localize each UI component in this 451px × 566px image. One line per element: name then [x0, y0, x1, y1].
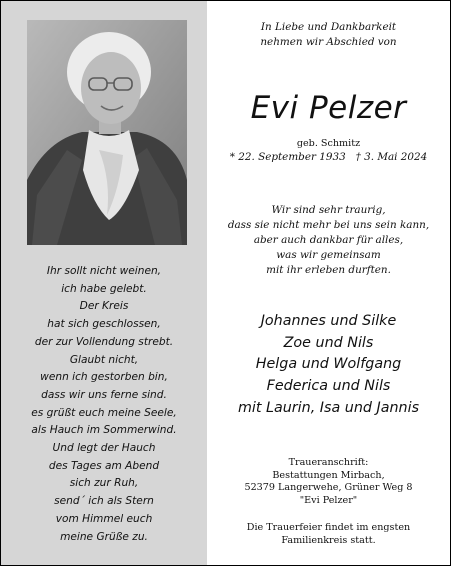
poem-line: send´ ich als Stern: [54, 495, 154, 508]
ceremony-line: Familienkreis statt.: [281, 535, 376, 546]
death-date: † 3. Mai 2024: [355, 151, 428, 163]
poem-line: als Hauch im Sommerwind.: [31, 424, 177, 437]
poem-line: meine Grüße zu.: [60, 530, 148, 543]
address-line: Bestattungen Mirbach,: [272, 469, 385, 481]
poem: [1, 263, 207, 546]
left-panel: [1, 1, 207, 565]
life-dates: [207, 150, 450, 165]
family-line: Johannes und Silke: [260, 313, 397, 329]
poem-line: vom Himmel euch: [55, 512, 153, 525]
mourning-address: [207, 457, 450, 507]
poem-line: Ihr sollt nicht weinen,: [46, 265, 162, 277]
address-line: "Evi Pelzer": [299, 494, 358, 506]
deceased-name: Evi Pelzer: [250, 90, 407, 126]
right-panel: [207, 1, 450, 565]
address-line: 52379 Langerwehe, Grüner Weg 8: [244, 482, 413, 494]
family-line: Helga und Wolfgang: [255, 356, 402, 373]
ceremony-note: [207, 521, 450, 547]
verse-line: Wir sind sehr traurig,: [271, 204, 386, 216]
poem-line: dass wir uns ferne sind.: [41, 388, 167, 401]
address-line: Traueranschrift:: [288, 457, 369, 468]
intro-text: [207, 20, 450, 50]
verse-line: mit ihr erleben durften.: [266, 264, 391, 276]
family-line: Federica und Nils: [266, 378, 391, 395]
poem-line: Glaubt nicht,: [69, 353, 139, 366]
verse-line: was wir gemeinsam: [276, 249, 381, 261]
poem-line: ich habe gelebt.: [61, 282, 147, 295]
poem-line: Und legt der Hauch: [52, 442, 156, 455]
poem-line: es grüßt euch meine Seele,: [31, 406, 177, 419]
birth-date: * 22. September 1933: [229, 151, 346, 163]
intro-line: nehmen wir Abschied von: [260, 36, 397, 48]
family-line: Zoe und Nils: [283, 334, 374, 351]
poem-line: Der Kreis: [79, 300, 129, 313]
family-line: mit Laurin, Isa und Jannis: [237, 399, 420, 416]
poem-line: der zur Vollendung strebt.: [34, 335, 174, 348]
poem-line: des Tages am Abend: [48, 459, 160, 472]
ceremony-line: Die Trauerfeier findet im engsten: [246, 522, 411, 533]
portrait-photo: [27, 20, 187, 245]
poem-line: sich zur Ruh,: [69, 477, 139, 490]
family-list: [207, 311, 450, 420]
verse-line: aber auch dankbar für alles,: [253, 234, 404, 246]
mourning-verse: [207, 203, 450, 278]
poem-line: wenn ich gestorben bin,: [40, 371, 168, 384]
maiden-name: geb. Schmitz: [296, 138, 361, 149]
intro-line: In Liebe und Dankbarkeit: [260, 21, 397, 33]
poem-line: hat sich geschlossen,: [47, 318, 161, 331]
verse-line: dass sie nicht mehr bei uns sein kann,: [227, 219, 430, 231]
